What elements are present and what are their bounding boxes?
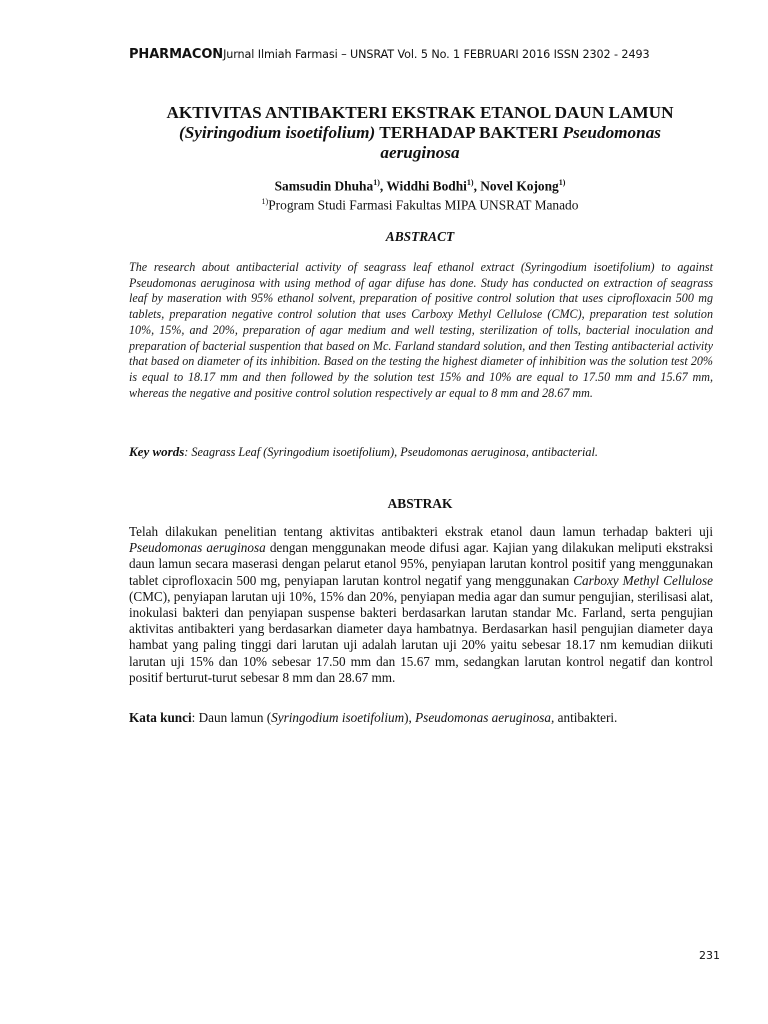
author-list [120, 178, 720, 194]
author-name: Samsudin Dhuha [274, 178, 374, 194]
abstract-id-text: Telah dilakukan penelitian tentang aktivitas antibakteri ekstrak etanol daun lamun terhadap bakteri uji [129, 524, 713, 539]
title-species: (Syiringodium isoetifolium) [179, 123, 376, 142]
keywords-id [129, 710, 713, 726]
author-name: Widdhi Bodhi [386, 178, 467, 194]
keywords-text-en: : Seagrass Leaf (Syringodium isoetifolium), Pseudomonas aeruginosa, antibacterial. [184, 445, 598, 459]
keywords-label-id: Kata kunci [129, 710, 192, 725]
keywords-id-italic: Pseudomonas aeruginosa, [415, 710, 555, 725]
abstract-id-text: (CMC), penyiapan larutan uji 10%, 15% dan 20%, penyiapan media agar dan sumur pengujian, sterilisasi alat, inokulasi bakteri dan penyiapan suspense bakteri berdasarkan larutan standar Mc. Farland, serta pengujian aktivitas antibakteri yang berdasarkan diameter daya hambatnya. Berdasarkan hasil pengujian diameter daya hambat yang paling tinggi dari larutan uji adalah larutan uji 20% yaitu sebesar 18.17 nm kemudian diikuti larutan uji 15% dan 10% sebesar 17.50 mm dan 15.67 mm, sedangkan larutan kontrol negatif dan kontrol positif berturut-turut sebesar 8 mm dan 28.67 mm. [129, 588, 713, 685]
abstract-id-italic: Pseudomonas aeruginosa [129, 540, 266, 556]
paper-title [120, 103, 720, 163]
keywords-id-text: ), [404, 710, 416, 725]
title-line-1: AKTIVITAS ANTIBAKTERI EKSTRAK ETANOL DAUN LAMUN [166, 103, 674, 122]
affiliation-mark: 1) [261, 197, 269, 206]
keywords-label-en: Key words [129, 444, 185, 459]
keywords-id-text: antibakteri. [554, 710, 618, 725]
keywords-id-text: : Daun lamun ( [191, 710, 272, 725]
keywords-en [129, 444, 713, 460]
affiliation-text: Program Studi Farmasi Fakultas MIPA UNSRAT Manado [268, 197, 579, 213]
author-name: Novel Kojong [480, 178, 559, 194]
abstract-id-italic: Carboxy Methyl Cellulose [573, 572, 713, 588]
title-bacteria-genus: Pseudomonas [562, 123, 661, 142]
abstract-heading-id: ABSTRAK [387, 496, 453, 511]
abstract-body-id [129, 524, 713, 686]
title-mid: TERHADAP BAKTERI [375, 123, 563, 142]
title-line-2 [120, 123, 720, 163]
affiliation [120, 197, 720, 213]
page-number: 231 [699, 949, 720, 962]
title-bacteria-species: aeruginosa [380, 143, 460, 162]
author-separator: , [379, 178, 387, 194]
keywords-id-italic: Syringodium isoetifolium [271, 710, 405, 725]
author-separator: , [473, 178, 481, 194]
author-affil-mark: 1) [373, 178, 380, 187]
author-affil-mark: 1) [558, 178, 566, 187]
abstract-body-en: The research about antibacterial activity of seagrass leaf ethanol extract (Syringodium isoetifolium) to against Pseudomonas aeruginosa with using method of agar difuse has done. Study has conducted on extraction of seagrass leaf by maseration with 95% ethanol solvent, preparation of positive control solution that uses ciprofloxacin 500 mg tablets, preparation negative control solution that uses Carboxy Methyl Cellulose (CMC), preparation test solution 10%, 15%, and 20%, preparation of agar medium and well testing, sterilization of tolls, bacterial inoculation and preparation of bacterial suspention that based on Mc. Farland standard solution, and then Testing antibacterial activity that based on diameter of its inhibition. Based on the testing the highest diameter of inhibition was the solution test 20% is equal to 18.17 mm and then followed by the solution test 15% and 10% are equal to 17.50 mm and 15.67 mm, whereas the negative and positive control solution respectively ar equal to 8 mm and 28.67 mm. [129, 260, 713, 400]
author-affil-mark: 1) [466, 178, 474, 187]
journal-info: Jurnal Ilmiah Farmasi – UNSRAT Vol. 5 No. 1 FEBRUARI 2016 ISSN 2302 - 2493 [223, 48, 650, 61]
journal-brand: PHARMACON [129, 47, 224, 62]
abstract-id-text: dengan menggunakan meode difusi agar. Kajian yang dilakukan meliputi ekstraksi daun lamun secara maserasi dengan pelarut etanol 95%, penyiapan larutan kontrol positif yang menggunakan tablet ciprofloxacin 500 mg, penyiapan larutan kontrol negatif yang menggunakan [129, 540, 713, 588]
abstract-heading-en: ABSTRACT [385, 229, 455, 244]
journal-header [129, 47, 749, 62]
